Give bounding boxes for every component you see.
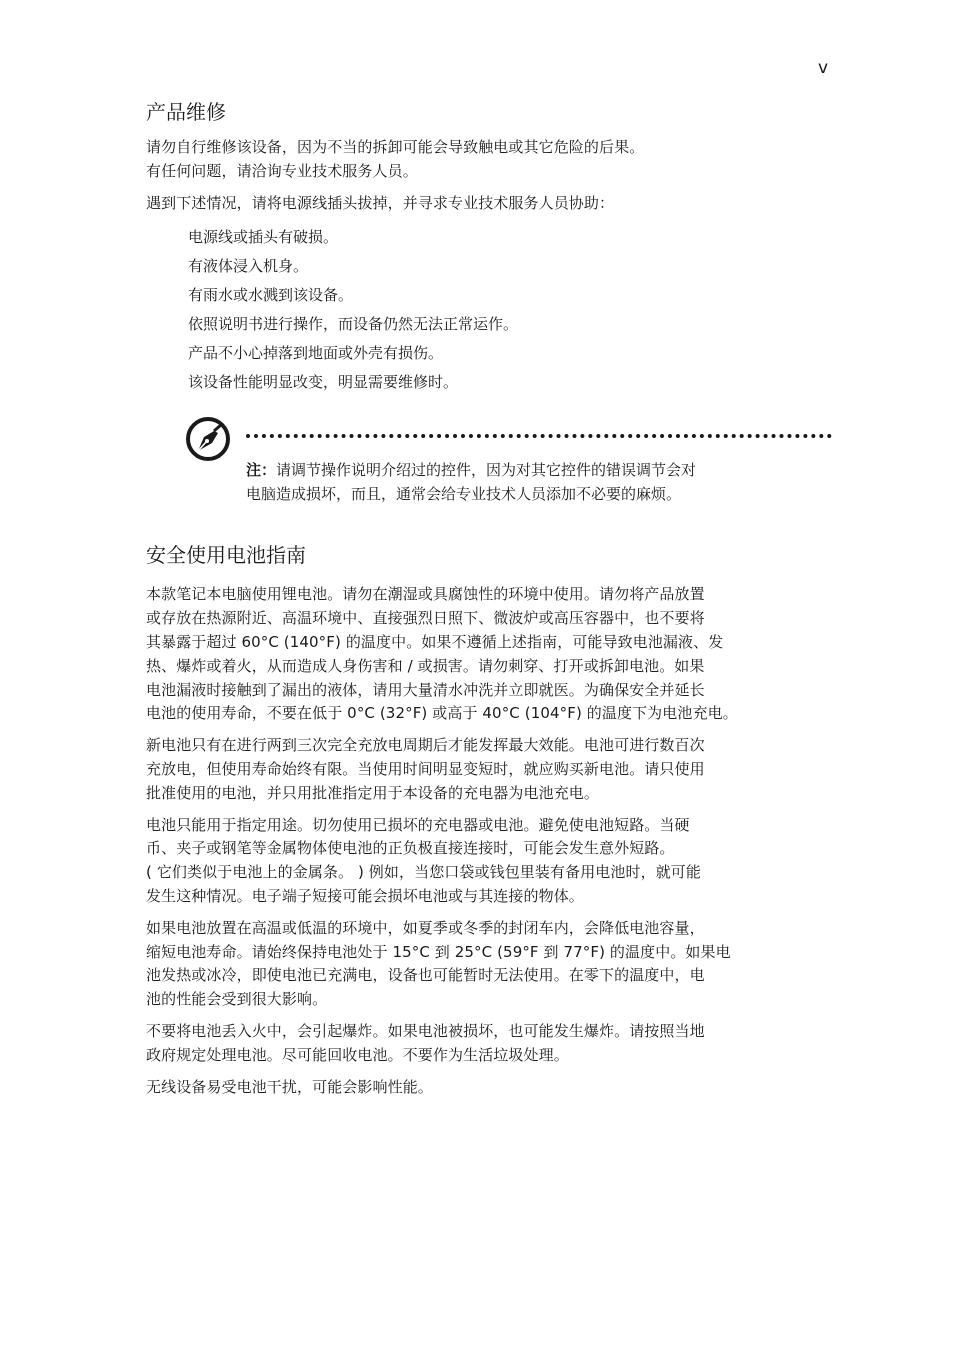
text-line: 批准使用的电池，并只用批准指定用于本设备的充电器为电池充电。 (146, 783, 600, 802)
text-line: 池的性能会受到很大影响。 (146, 990, 328, 1009)
list-item: 产品不小心掉落到地面或外壳有损伤。 (188, 344, 444, 363)
text-line: ( 它们类似于电池上的金属条。 ) 例如，当您口袋或钱包里装有备用电池时，就可能 (146, 863, 702, 882)
text-line: 无线设备易受电池干扰，可能会影响性能。 (146, 1077, 433, 1096)
note-text (246, 459, 696, 507)
text-line (246, 459, 696, 483)
battery-paragraph (146, 814, 836, 909)
battery-paragraph (146, 917, 836, 1012)
text-line: 充放电，但使用寿命始终有限。当使用时间明显变短时，就应购买新电池。请只使用 (146, 759, 705, 778)
list-item: 电源线或插头有破损。 (188, 228, 339, 247)
text-line: 热、爆炸或着火，从而造成人身伤害和 / 或损害。请勿刺穿、打开或拆卸电池。如果 (146, 656, 705, 675)
text-line: 不要将电池丢入火中，会引起爆炸。如果电池被损坏，也可能发生爆炸。请按照当地 (146, 1021, 705, 1040)
page-number: v (818, 58, 829, 78)
note-line-2: 电脑造成损坏，而且，通常会给专业技术人员添加不必要的麻烦。 (246, 485, 682, 504)
text-line: 有任何问题，请洽询专业技术服务人员。 (146, 161, 418, 180)
text-line: 其暴露于超过 60°C (140°F) 的温度中。如果不遵循上述指南，可能导致电池漏液、发 (146, 632, 724, 651)
repair-conditions-intro (146, 192, 836, 216)
list-item: 有雨水或水溅到该设备。 (188, 286, 354, 305)
list-item: 依照说明书进行操作，而设备仍然无法正常运作。 (188, 315, 519, 334)
text-line: 本款笔记本电脑使用锂电池。请勿在潮湿或具腐蚀性的环境中使用。请勿将产品放置 (146, 585, 705, 604)
text-line: 电池漏液时接触到了漏出的液体，请用大量清水冲洗并立即就医。为确保安全并延长 (146, 680, 705, 699)
text-line: 电池的使用寿命，不要在低于 0°C (32°F) 或高于 40°C (104°F) 的温度下为电池充电。 (146, 704, 738, 723)
text-line: 币、夹子或钢笔等金属物体使电池的正负极直接连接时，可能会发生意外短路。 (146, 839, 675, 858)
text-line: 遇到下述情况，请将电源线插头拔掉，并寻求专业技术服务人员协助： (146, 193, 615, 212)
section-title-product-repair: 产品维修 (146, 100, 226, 124)
note-dotted-divider (246, 434, 832, 438)
battery-paragraph (146, 1076, 836, 1100)
page-content (146, 98, 836, 1107)
text-line: 或存放在热源附近、高温环境中、直接强烈日照下、微波炉或高压容器中，也不要将 (146, 609, 705, 628)
battery-paragraph (146, 734, 836, 805)
pen-nib-icon (184, 415, 232, 463)
note-line-1: 请调节操作说明介绍过的控件，因为对其它控件的错误调节会对 (276, 461, 697, 480)
text-line: 电池只能用于指定用途。切勿使用已损坏的充电器或电池。避免使电池短路。当硬 (146, 815, 690, 834)
note-box (184, 415, 836, 515)
text-line: 如果电池放置在高温或低温的环境中，如夏季或冬季的封闭车内，会降低电池容量， (146, 918, 705, 937)
text-line: 池发热或冰冷，即使电池已充满电，设备也可能暂时无法使用。在零下的温度中，电 (146, 966, 705, 985)
list-item: 有液体浸入机身。 (188, 257, 309, 276)
battery-paragraph (146, 583, 836, 726)
repair-conditions-list (146, 223, 836, 397)
text-line: 政府规定处理电池。尽可能回收电池。不要作为生活垃圾处理。 (146, 1045, 569, 1064)
text-line: 缩短电池寿命。请始终保持电池处于 15°C 到 25°C (59°F 到 77°F) 的温度中。如果电 (146, 942, 731, 961)
repair-intro-paragraph (146, 136, 836, 184)
section-title-battery-safety: 安全使用电池指南 (146, 543, 306, 568)
text-line: 发生这种情况。电子端子短接可能会损坏电池或与其连接的物体。 (146, 886, 584, 905)
battery-safety-section (146, 541, 836, 1099)
list-item: 该设备性能明显改变，明显需要维修时。 (188, 373, 459, 392)
battery-paragraph (146, 1020, 836, 1068)
note-label: 注： (246, 461, 277, 480)
text-line: 新电池只有在进行两到三次完全充放电周期后才能发挥最大效能。电池可进行数百次 (146, 736, 705, 755)
text-line: 请勿自行维修该设备，因为不当的拆卸可能会导致触电或其它危险的后果。 (146, 138, 645, 156)
